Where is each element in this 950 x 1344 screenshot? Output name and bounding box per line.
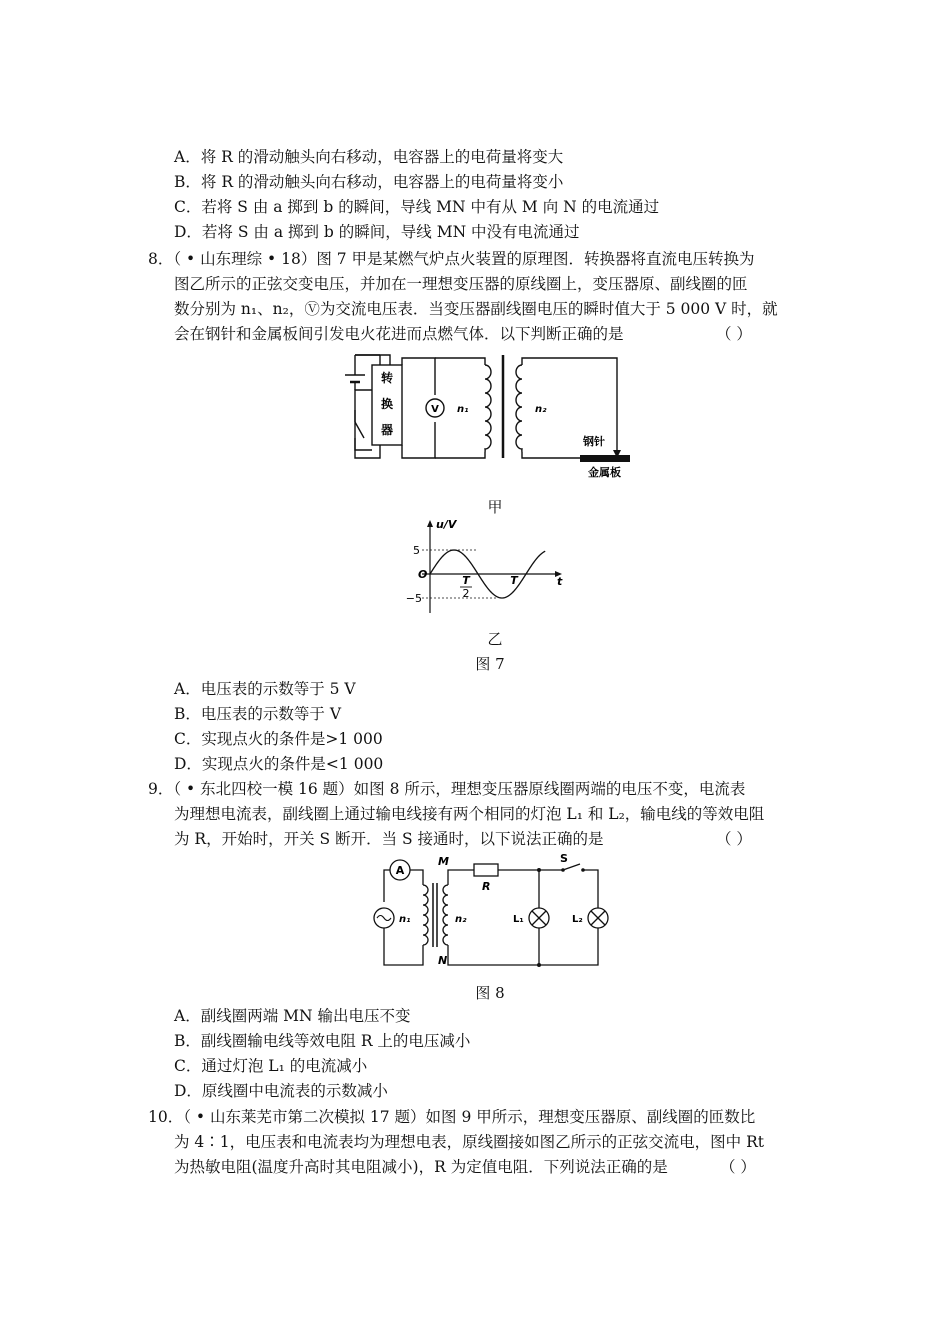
q8-option-d: D．实现点火的条件是<1 000 [174,755,384,773]
n2-label: n₂ [455,914,467,925]
q10-answer-paren: （ ） [720,1158,756,1176]
q7-option-b: B．将 R 的滑动触头向右移动，电容器上的电荷量将变小 [174,173,564,191]
q10-stem-line: 为 4∶1，电压表和电流表均为理想电表，原线圈接如图乙所示的正弦交流电，图中 Rt [174,1133,764,1151]
secondary-coil [443,885,448,945]
q9-answer-paren: （ ） [716,830,752,848]
secondary-coil [516,365,522,452]
q10-stem-line: 10．（ • 山东莱芜市第二次模拟 17 题）如图 9 甲所示，理想变压器原、副线圈的匝数比 [148,1108,756,1126]
ammeter-label: A [395,864,405,877]
figure-7-yi-caption: 乙 [487,630,503,648]
r-label: R [482,880,491,893]
needle-label: 钢针 [583,435,605,448]
y-tick-top: 5 [413,544,420,557]
y-arrow [427,520,433,527]
q8-option-c: C．实现点火的条件是>1 000 [174,730,383,748]
q9-stem-line: 9．（ • 东北四校一模 16 题）如图 8 所示，理想变压器原线圈两端的电压不变，电流表 [148,780,746,798]
n1-label: n₁ [457,404,469,415]
q8-option-b: B．电压表的示数等于 V [174,705,342,723]
l1-label: L₁ [513,914,524,925]
q9-option-a: A．副线圈两端 MN 输出电压不变 [174,1007,411,1025]
q9-option-c: C．通过灯泡 L₁ 的电流减小 [174,1057,368,1075]
converter-label-3: 器 [380,423,394,437]
q8-stem-line: 8．（ • 山东理综 • 18）图 7 甲是某燃气炉点火装置的原理图．转换器将直流电压转换为 [148,250,755,268]
figure-7-jia-caption: 甲 [487,498,503,516]
converter-label-1: 转 [380,371,394,385]
q8-stem-line: 会在钢针和金属板间引发电火花进而点燃气体．以下判断正确的是 [174,325,624,343]
primary-coil [485,365,491,452]
figure-8-circuit [368,852,618,975]
converter-label-2: 换 [380,397,394,411]
n-label: N [438,954,448,967]
x-tick-half-num: T [462,574,470,587]
q9-stem-line: 为理想电流表，副线圈上通过输电线接有两个相同的灯泡 L₁ 和 L₂，输电线的等效电阻 [174,805,765,823]
q9-option-b: B．副线圈输电线等效电阻 R 上的电压减小 [174,1032,471,1050]
q9-option-d: D．原线圈中电流表的示数减小 [174,1082,388,1100]
figure-7-caption: 图 7 [475,655,505,673]
plate-label: 金属板 [588,466,621,479]
primary-coil [423,885,428,945]
s-label: S [560,852,568,865]
q8-option-a: A．电压表的示数等于 5 V [174,680,356,698]
q8-answer-paren: （ ） [716,325,752,343]
figure-7-yi-chart [400,518,570,618]
q9-stem-line: 为 R，开始时，开关 S 断开．当 S 接通时，以下说法正确的是 [174,830,604,848]
figure-7-jia-circuit [340,350,640,480]
n2-label: n₂ [535,404,547,415]
ac-source-wave [377,916,391,921]
switch-blade [355,422,364,438]
l2-label: L₂ [572,914,583,925]
q8-stem-line: 图乙所示的正弦交变电压，并加在一理想变压器的原线圈上，变压器原、副线圈的匝 [174,275,748,293]
m-label: M [438,855,449,868]
q7-option-a: A．将 R 的滑动触头向右移动，电容器上的电荷量将变大 [174,148,564,166]
y-tick-bottom: −5 [405,592,422,605]
x-axis-label: t [557,575,563,588]
voltmeter-label: V [431,404,439,415]
x-tick-period: T [510,574,518,587]
figure-8-caption: 图 8 [475,984,505,1002]
origin-label: O [418,568,428,581]
x-tick-half-den: 2 [462,587,470,600]
q7-option-d: D．若将 S 由 a 掷到 b 的瞬间，导线 MN 中没有电流通过 [174,223,580,241]
q7-option-c: C．若将 S 由 a 掷到 b 的瞬间，导线 MN 中有从 M 向 N 的电流通过 [174,198,660,216]
n1-label: n₁ [399,914,411,925]
q10-stem-line: 为热敏电阻(温度升高时其电阻减小)，R 为定值电阻．下列说法正确的是 [174,1158,668,1176]
q8-stem-line: 数分别为 n₁、n₂，Ⓥ为交流电压表．当变压器副线圈电压的瞬时值大于 5 000 V 时，就 [174,300,778,318]
y-axis-label: u/V [436,518,457,531]
resistor-r [474,864,498,876]
metal-plate [580,455,630,462]
